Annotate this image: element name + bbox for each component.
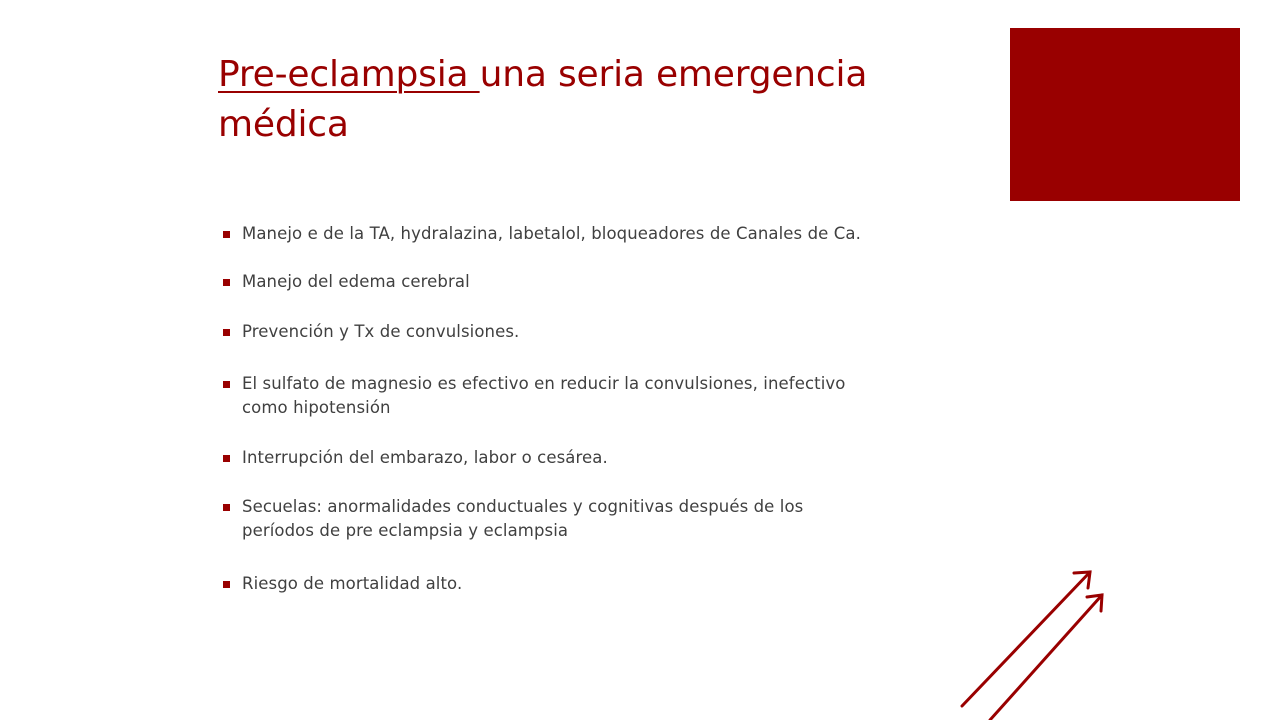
- square-bullet-icon: [222, 446, 242, 470]
- square-bullet-icon: [222, 495, 242, 519]
- double-arrow-icon: [950, 560, 1120, 720]
- bullet-item: [222, 372, 1022, 420]
- square-bullet-icon: [222, 320, 242, 344]
- title-link[interactable]: Pre-eclampsia: [218, 54, 480, 95]
- title-rest: una seria emergencia médica: [218, 54, 868, 145]
- bullet-item: [222, 572, 1022, 596]
- bullet-item: [222, 495, 1022, 543]
- bullet-item: [222, 222, 1022, 246]
- bullet-text: Secuelas: anormalidades conductuales y cognitivas después de los períodos de pre eclampsia y eclampsia: [242, 497, 804, 540]
- bullet-item: [222, 320, 1022, 344]
- accent-block: [1010, 28, 1240, 201]
- bullet-item: [222, 270, 1022, 294]
- bullet-text: Interrupción del embarazo, labor o cesárea.: [242, 448, 608, 467]
- bullet-text: Manejo e de la TA, hydralazina, labetalol, bloqueadores de Canales de Ca.: [242, 224, 861, 243]
- bullet-text: Manejo del edema cerebral: [242, 272, 470, 291]
- square-bullet-icon: [222, 372, 242, 396]
- bullet-item: [222, 446, 1022, 470]
- slide-title: [218, 50, 938, 150]
- bullet-text: El sulfato de magnesio es efectivo en reducir la convulsiones, inefectivo como hipotensión: [242, 374, 846, 417]
- square-bullet-icon: [222, 572, 242, 596]
- square-bullet-icon: [222, 270, 242, 294]
- bullet-text: Riesgo de mortalidad alto.: [242, 574, 463, 593]
- square-bullet-icon: [222, 222, 242, 246]
- bullet-text: Prevención y Tx de convulsiones.: [242, 322, 520, 341]
